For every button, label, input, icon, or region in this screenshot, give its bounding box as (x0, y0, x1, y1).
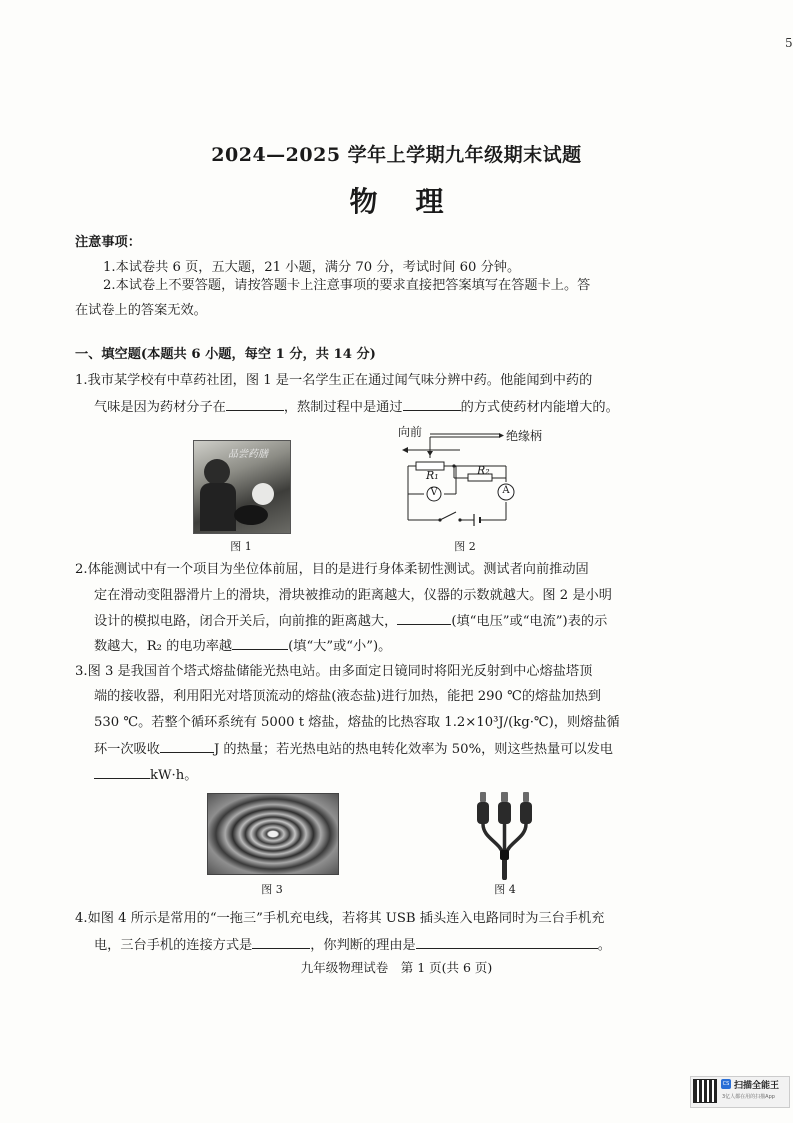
figure-4-cable (470, 790, 540, 880)
notice-item-2a: 2.本试卷上不要答题，请按答题卡上注意事项的要求直接把答案填写在答题卡上。答 (103, 278, 591, 293)
q3-line-3: 530 ℃。若整个循环系统有 5000 t 熔盐，熔盐的比热容取 1.2×10³J/(kg·℃)，则熔盐循 (94, 715, 620, 730)
q3-text-c: kW·h。 (150, 768, 198, 783)
q2-line-4 (94, 633, 391, 660)
q2-text-b: (填“电压”或“电流”)表的示 (451, 614, 608, 629)
q1-text-a: 气味是因为药材分子在 (94, 400, 226, 415)
q1-text-c: 的方式使药材内能增大的。 (460, 400, 619, 415)
exam-title: 2024—2025 学年上学期九年级期末试题 (211, 144, 582, 166)
scanner-logo-text: CS (722, 1081, 730, 1087)
q2-text-d: (填“大”或“小”)。 (288, 639, 392, 654)
q3-blank-2[interactable] (94, 762, 150, 779)
figure-4-caption: 图 4 (494, 883, 516, 896)
q2-line-1: 2.体能测试中有一个项目为坐位体前屈，目的是进行身体柔韧性测试。测试者向前推动固 (75, 562, 589, 577)
figure-2-caption: 图 2 (454, 540, 476, 553)
q3-text-a: 环一次吸收 (94, 742, 160, 757)
q1-text-b: ，熬制过程中是通过 (283, 400, 403, 415)
q4-text-c: 。 (597, 938, 611, 953)
q2-text-a: 设计的模拟电路，闭合开关后，向前推的距离越大， (94, 614, 398, 629)
subject-title: 物理 (349, 185, 482, 218)
q3-blank-1[interactable] (160, 736, 214, 753)
figure-2-voltmeter-label: V (430, 487, 438, 498)
q2-blank-1[interactable] (397, 608, 451, 625)
scanner-tagline: 3亿人都在用的扫描App (722, 1094, 775, 1100)
q3-line-1: 3.图 3 是我国首个塔式熔盐储能光热电站。由多面定日镜同时将阳光反射到中心熔盐塔顶 (75, 664, 593, 679)
notice-heading: 注意事项： (75, 235, 141, 250)
figure-1-caption: 图 1 (230, 540, 252, 553)
q4-line-1: 4.如图 4 所示是常用的“一拖三”手机充电线，若将其 USB 插头连入电路同时为三台手机充 (75, 911, 605, 926)
q3-line-2: 端的接收器，利用阳光对塔顶流动的熔盐(液态盐)进行加热，能把 290 ℃的熔盐加热到 (94, 689, 601, 704)
q2-text-c: 数越大，R₂ 的电功率越 (94, 639, 233, 654)
figure-2-r2-label: R₂ (477, 464, 490, 477)
page-corner-mark: 5 (785, 36, 793, 50)
q4-line-2 (94, 932, 611, 959)
section-1-heading: 一、填空题(本题共 6 小题，每空 1 分，共 14 分) (75, 347, 376, 362)
q1-blank-1[interactable] (226, 394, 284, 411)
figure-2-handle-label: 绝缘柄 (506, 429, 543, 443)
q1-line-1: 1.我市某学校有中草药社团，图 1 是一名学生正在通过闻气味分辨中药。他能闻到中药的 (75, 373, 593, 388)
q1-blank-2[interactable] (403, 394, 461, 411)
q4-text-b: ，你判断的理由是 (310, 938, 416, 953)
q4-blank-1[interactable] (252, 932, 310, 949)
figure-1-sign: 品尝药膳 (228, 449, 268, 460)
page-footer: 九年级物理试卷 第 1 页(共 6 页) (300, 960, 493, 975)
figure-2-r1-label: R₁ (426, 469, 439, 482)
q2-line-3 (94, 608, 607, 635)
notice-item-1: 1.本试卷共 6 页，五大题，21 小题，满分 70 分，考试时间 60 分钟。 (103, 260, 521, 275)
q3-text-b: J 的热量；若光热电站的热电转化效率为 50%，则这些热量可以发电 (213, 742, 613, 757)
notice-item-2b: 在试卷上的答案无效。 (75, 303, 207, 318)
q3-line-4 (94, 736, 613, 763)
scanner-logo-icon (721, 1079, 731, 1089)
figure-2-forward-label: 向前 (398, 425, 423, 439)
q3-line-5 (94, 762, 197, 789)
figure-1-photo (193, 440, 291, 534)
figure-3-photo (207, 793, 339, 875)
q2-line-2: 定在滑动变阻器滑片上的滑块，滑块被推动的距离越大，仪器的示数就越大。图 2 是小明 (94, 588, 612, 603)
scanner-name: 扫描全能王 (734, 1081, 780, 1091)
q4-text-a: 电，三台手机的连接方式是 (94, 938, 253, 953)
q1-line-2 (94, 394, 619, 421)
q2-blank-2[interactable] (232, 633, 288, 650)
figure-3-caption: 图 3 (261, 883, 283, 896)
qr-code-icon (693, 1079, 717, 1103)
q4-blank-2[interactable] (416, 932, 598, 949)
figure-2-ammeter-label: A (502, 485, 510, 496)
